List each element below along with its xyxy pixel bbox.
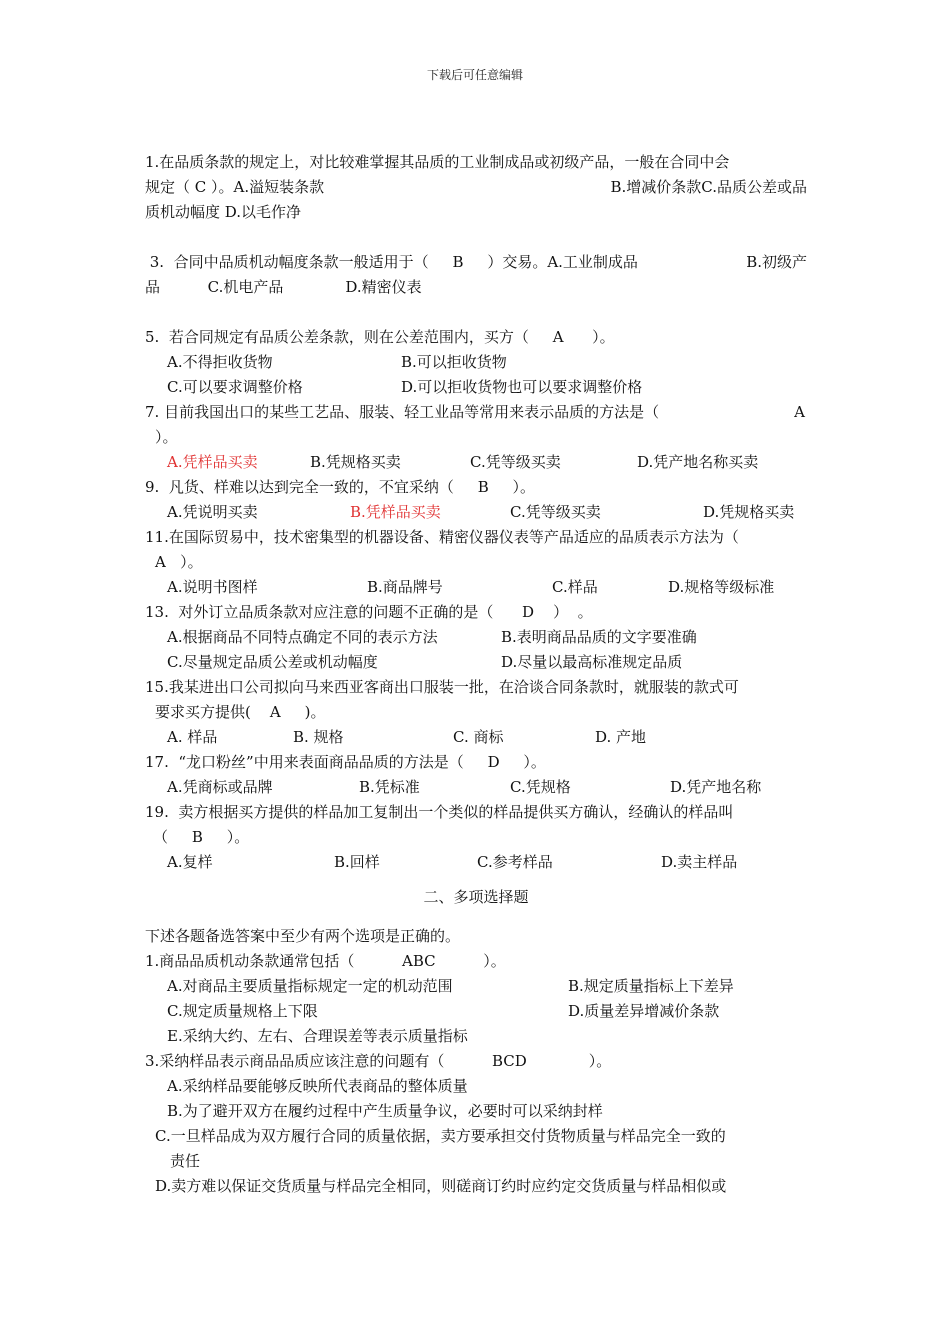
option-c: C.凭等级买卖 xyxy=(470,453,561,471)
option-d: D.可以拒收货物也可以要求调整价格 xyxy=(401,378,643,396)
question-11-stem-line-1: 11.在国际贸易中，技术密集型的机器设备、精密仪器仪表等产品适应的品质表示方法为（ xyxy=(145,528,739,546)
question-3-line-1-left: 3. 合同中品质机动幅度条款一般适用于（ B ）交易。A.工业制成品 xyxy=(145,253,638,271)
question-9 xyxy=(145,475,807,525)
option-b: B. 规格 xyxy=(293,728,344,746)
option-b: B.表明商品品质的文字要准确 xyxy=(501,628,697,646)
question-5-options-row-1 xyxy=(145,350,807,375)
option-a: A.根据商品不同特点确定不同的表示方法 xyxy=(167,628,438,646)
question-13 xyxy=(145,600,807,675)
question-9-options xyxy=(145,500,807,525)
option-d: D.凭规格买卖 xyxy=(703,503,795,521)
option-c: C.可以要求调整价格 xyxy=(167,378,303,396)
option-c: C.规定质量规格上下限 xyxy=(167,1002,318,1020)
question-13-options-row-2 xyxy=(145,650,807,675)
multi-question-1-options-row-2 xyxy=(145,999,807,1024)
option-b: B.规定质量指标上下差异 xyxy=(568,977,734,995)
question-7-answer: A xyxy=(794,403,805,421)
question-3-line-1 xyxy=(145,250,807,275)
option-d: D.凭产地名称 xyxy=(670,778,762,796)
option-d: D.卖主样品 xyxy=(661,853,738,871)
option-d: D.尽量以最高标准规定品质 xyxy=(501,653,683,671)
question-5 xyxy=(145,325,807,400)
option-d-line-1: D.卖方难以保证交货质量与样品完全相同，则磋商订约时应约定交货质量与样品相似或 xyxy=(155,1177,727,1195)
multi-question-1-options-row-1 xyxy=(145,974,807,999)
question-1 xyxy=(145,150,807,225)
spacer xyxy=(145,225,807,250)
question-11-options xyxy=(145,575,807,600)
option-b: B.商品牌号 xyxy=(367,578,443,596)
multi-question-3 xyxy=(145,1049,807,1199)
question-1-line-1: 1.在品质条款的规定上，对比较难掌握其品质的工业制成品或初级产品，一般在合同中会 xyxy=(145,153,730,171)
option-c: C.凭等级买卖 xyxy=(510,503,601,521)
question-5-options-row-2 xyxy=(145,375,807,400)
question-11 xyxy=(145,525,807,600)
section-intro: 下述各题备选答案中至少有两个选项是正确的。 xyxy=(145,927,461,945)
option-b: B.凭规格买卖 xyxy=(310,453,401,471)
question-17-options xyxy=(145,775,807,800)
question-13-options-row-1 xyxy=(145,625,807,650)
option-a: A.凭说明买卖 xyxy=(167,503,258,521)
question-15-options xyxy=(145,725,807,750)
multi-question-1 xyxy=(145,949,807,1049)
question-19 xyxy=(145,800,807,875)
option-c: C.尽量规定品质公差或机动幅度 xyxy=(167,653,378,671)
question-3 xyxy=(145,250,807,300)
question-3-line-1-right: B.初级产 xyxy=(746,253,807,271)
option-a: A.说明书图样 xyxy=(167,578,258,596)
option-a: A.复样 xyxy=(167,853,213,871)
option-d: D.凭产地名称买卖 xyxy=(637,453,759,471)
question-19-stem-line-2: （ B ）。 xyxy=(153,828,250,846)
option-e: E.采纳大约、左右、合理误差等表示质量指标 xyxy=(167,1027,468,1045)
multi-question-1-stem: 1.商品品质机动条款通常包括（ ABC ）。 xyxy=(145,952,506,970)
question-11-stem-line-2: A ）。 xyxy=(155,553,203,571)
question-19-options xyxy=(145,850,807,875)
question-15-stem-line-2: 要求买方提供( A )。 xyxy=(155,703,326,721)
page-header: 下载后可任意编辑 xyxy=(426,68,523,82)
question-7-stem-left: 7. 目前我国出口的某些工艺品、服装、轻工业品等常用来表示品质的方法是（ xyxy=(145,403,660,421)
option-a-highlighted: A.凭样品买卖 xyxy=(167,453,258,471)
question-17-stem: 17. “龙口粉丝”中用来表面商品品质的方法是（ D ）。 xyxy=(145,753,546,771)
option-c-line-1: C.一旦样品成为双方履行合同的质量依据，卖方要承担交付货物质量与样品完全一致的 xyxy=(155,1127,726,1145)
question-1-line-2 xyxy=(145,175,807,200)
option-b: B.凭标准 xyxy=(359,778,420,796)
question-1-line-2-left: 规定（ C ）。A.溢短装条款 xyxy=(145,178,325,196)
multi-question-3-stem: 3.采纳样品表示商品品质应该注意的问题有（ BCD ）。 xyxy=(145,1052,612,1070)
question-5-stem: 5. 若合同规定有品质公差条款，则在公差范围内，买方（ A ）。 xyxy=(145,328,615,346)
question-19-stem-line-1: 19. 卖方根据买方提供的样品加工复制出一个类似的样品提供买方确认，经确认的样品叫 xyxy=(145,803,734,821)
question-15-stem-line-1: 15.我某进出口公司拟向马来西亚客商出口服装一批，在洽谈合同条款时，就服装的款式可 xyxy=(145,678,739,696)
option-b-highlighted: B.凭样品买卖 xyxy=(350,503,441,521)
question-7-options xyxy=(145,450,807,475)
option-a: A. 样品 xyxy=(167,728,218,746)
option-c: C.参考样品 xyxy=(477,853,553,871)
question-3-line-2: 品 C.机电产品 D.精密仪表 xyxy=(145,278,422,296)
option-c-line-2: 责任 xyxy=(170,1152,201,1170)
option-a: A.对商品主要质量指标规定一定的机动范围 xyxy=(167,977,453,995)
option-d: D. 产地 xyxy=(595,728,647,746)
option-b: B.可以拒收货物 xyxy=(401,353,507,371)
option-c: C. 商标 xyxy=(453,728,504,746)
option-a: A.不得拒收货物 xyxy=(167,353,273,371)
question-15 xyxy=(145,675,807,750)
question-7-stem-line-2: ）。 xyxy=(155,428,178,446)
question-13-stem: 13. 对外订立品质条款对应注意的问题不正确的是（ D ） 。 xyxy=(145,603,593,621)
option-d: D.质量差异增减价条款 xyxy=(568,1002,720,1020)
section-title: 二、多项选择题 xyxy=(423,888,529,906)
question-17 xyxy=(145,750,807,800)
question-9-stem: 9. 凡货、样难以达到完全一致的，不宜采纳（ B ）。 xyxy=(145,478,536,496)
option-a: A.采纳样品要能够反映所代表商品的整体质量 xyxy=(167,1077,468,1095)
option-d: D.规格等级标准 xyxy=(668,578,775,596)
option-a: A.凭商标或品牌 xyxy=(167,778,273,796)
question-7 xyxy=(145,400,807,475)
question-1-line-2-right: B.增减价条款C.品质公差或品 xyxy=(610,178,807,196)
option-c: C.凭规格 xyxy=(510,778,571,796)
option-c: C.样品 xyxy=(552,578,598,596)
option-b: B.回样 xyxy=(334,853,380,871)
question-7-stem-line-1 xyxy=(145,400,807,425)
option-b: B.为了避开双方在履约过程中产生质量争议，必要时可以采纳封样 xyxy=(167,1102,603,1120)
question-1-line-3: 质机动幅度 D.以毛作净 xyxy=(145,203,302,221)
document-body xyxy=(145,150,807,1199)
spacer xyxy=(145,300,807,325)
